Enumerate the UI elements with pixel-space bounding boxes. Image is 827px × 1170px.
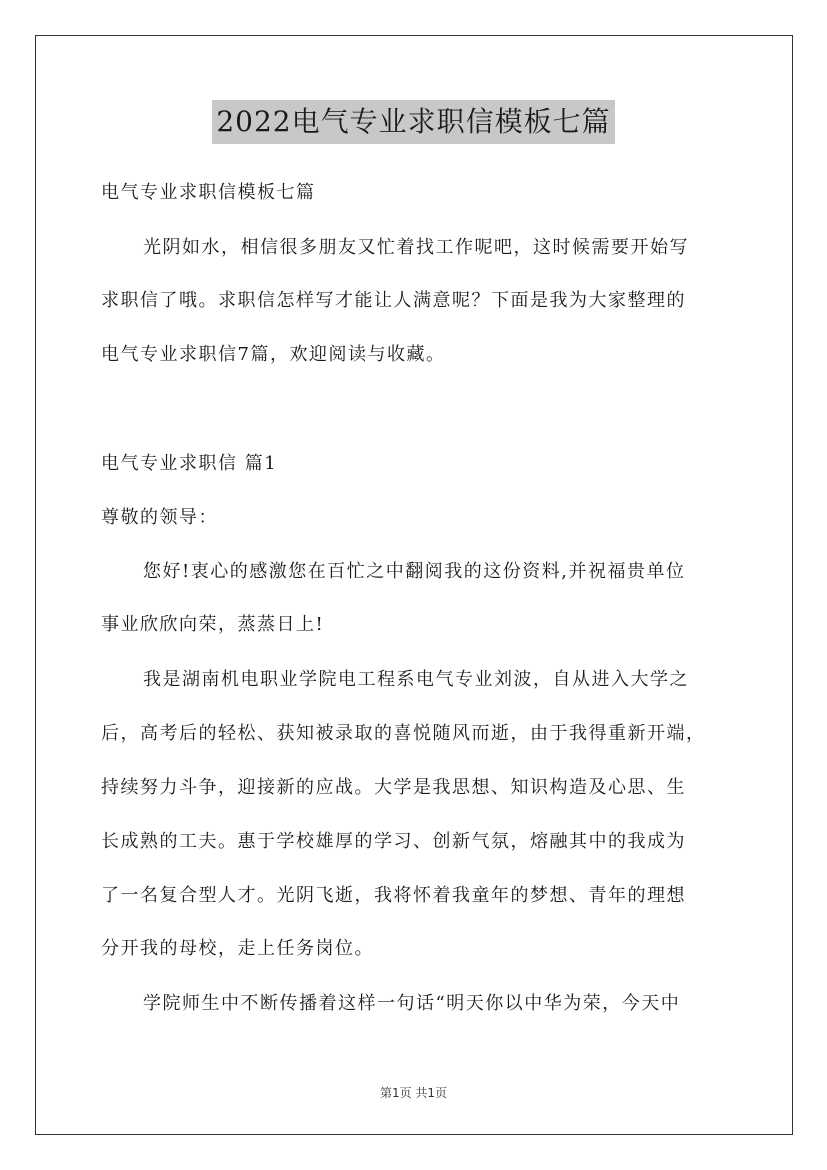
section-heading: 电气专业求职信 篇1	[101, 453, 278, 474]
paragraph-line: 分开我的母校，走上任务岗位。	[101, 938, 374, 959]
paragraph-line: 持续努力斗争，迎接新的应战。大学是我思想、知识构造及心思、生	[101, 777, 686, 798]
document-subtitle: 电气专业求职信模板七篇	[101, 182, 316, 203]
document-title-text: 2022电气专业求职信模板七篇	[212, 100, 614, 144]
intro-line: 光阴如水，相信很多朋友又忙着找工作呢吧，这时候需要开始写	[143, 237, 689, 258]
paragraph-line: 学院师生中不断传播着这样一句话“明天你以中华为荣，今天中	[143, 993, 681, 1014]
paragraph-line: 后，高考后的轻松、获知被录取的喜悦随风而逝，由于我得重新开端，	[101, 723, 706, 744]
paragraph-line: 了一名复合型人才。光阴飞逝，我将怀着我童年的梦想、青年的理想	[101, 885, 686, 906]
paragraph-line: 长成熟的工夫。惠于学校雄厚的学习、创新气氛，熔融其中的我成为	[101, 831, 686, 852]
paragraph-line: 我是湖南机电职业学院电工程系电气专业刘波，自从进入大学之	[143, 669, 689, 690]
intro-line: 求职信了哦。求职信怎样写才能让人满意呢？下面是我为大家整理的	[101, 290, 686, 311]
paragraph-line: 事业欣欣向荣，蒸蒸日上!	[101, 614, 325, 635]
document-title	[0, 100, 827, 144]
page-footer: 第1页 共1页	[379, 1086, 448, 1100]
paragraph-line: 您好!衷心的感激您在百忙之中翻阅我的这份资料,并祝福贵单位	[143, 561, 686, 582]
intro-line: 电气专业求职信7篇，欢迎阅读与收藏。	[101, 344, 446, 365]
salutation: 尊敬的领导：	[101, 507, 218, 528]
